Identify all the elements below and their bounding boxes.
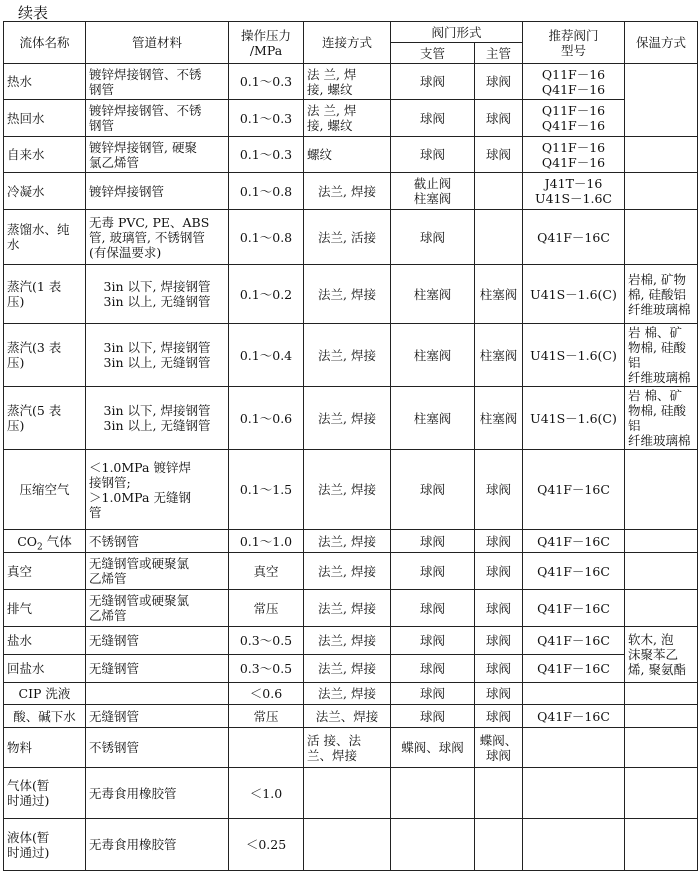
pressure-cell: 0.1～0.2 (229, 265, 304, 324)
material-cell (86, 683, 229, 705)
branch-valve-cell (391, 768, 475, 819)
insulation-cell (625, 530, 698, 553)
pressure-cell: 0.1～1.0 (229, 530, 304, 553)
material-cell: 镀锌焊接钢管 (86, 173, 229, 210)
branch-valve-cell: 球阀 (391, 100, 475, 137)
insulation-cell (625, 590, 698, 627)
branch-valve-cell: 球阀 (391, 705, 475, 728)
fluid-cell: 真空 (4, 553, 86, 590)
fluid-cell: 压缩空气 (4, 450, 86, 530)
insulation-cell (625, 768, 698, 819)
model-cell: Q41F－16C (523, 530, 625, 553)
fluid-cell: 热回水 (4, 100, 86, 137)
branch-valve-cell (391, 819, 475, 871)
connection-cell: 法兰, 活接 (304, 210, 391, 265)
fluid-co-subscript: 2 (37, 542, 43, 552)
table-row (4, 655, 698, 683)
main-valve-cell (475, 768, 523, 819)
main-valve-cell: 球阀 (475, 553, 523, 590)
model-cell: Q41F－16C (523, 210, 625, 265)
connection-cell: 法兰, 焊接 (304, 450, 391, 530)
header-material: 管道材料 (86, 22, 229, 64)
table-row (4, 590, 698, 627)
main-valve-cell: 柱塞阀 (475, 387, 523, 450)
material-cell: 无缝钢管 (86, 655, 229, 683)
model-cell: J41T－16 U41S－1.6C (523, 173, 625, 210)
connection-cell: 法 兰, 焊 接, 螺纹 (304, 100, 391, 137)
fluid-cell: 蒸汽(1 表 压) (4, 265, 86, 324)
pipe-spec-table (3, 21, 698, 871)
header-fluid: 流体名称 (4, 22, 86, 64)
main-valve-cell (475, 819, 523, 871)
main-valve-cell: 球阀 (475, 64, 523, 100)
model-cell: Q11F－16 Q41F－16 (523, 137, 625, 173)
fluid-cell: 蒸汽(3 表 压) (4, 324, 86, 387)
pressure-cell: 0.1～0.3 (229, 64, 304, 100)
material-cell: 不锈钢管 (86, 530, 229, 553)
table-row (4, 64, 698, 100)
fluid-cell: 排气 (4, 590, 86, 627)
fluid-cell: CIP 洗液 (4, 683, 86, 705)
pressure-cell: ＜1.0 (229, 768, 304, 819)
material-cell: 无缝钢管 (86, 705, 229, 728)
connection-cell: 法兰, 焊接 (304, 324, 391, 387)
material-cell: 镀锌焊接钢管、不锈 钢管 (86, 64, 229, 100)
fluid-co: CO (17, 533, 38, 549)
model-cell: Q41F－16C (523, 553, 625, 590)
fluid-cell: 蒸馏水、纯 水 (4, 210, 86, 265)
pressure-cell: 0.1～0.8 (229, 210, 304, 265)
header-model: 推荐阀门 型号 (523, 22, 625, 64)
insulation-cell (625, 450, 698, 530)
branch-valve-cell: 柱塞阀 (391, 387, 475, 450)
main-valve-cell: 球阀 (475, 627, 523, 655)
connection-cell: 法兰, 焊接 (304, 655, 391, 683)
pressure-cell: ＜0.6 (229, 683, 304, 705)
material-cell: 镀锌焊接钢管, 硬聚 氯乙烯管 (86, 137, 229, 173)
fluid-cell: 回盐水 (4, 655, 86, 683)
material-cell: ＜1.0MPa 镀锌焊 接钢管; ＞1.0MPa 无缝钢 管 (86, 450, 229, 530)
model-cell: Q11F－16 Q41F－16 (523, 64, 625, 100)
fluid-cell: 物料 (4, 728, 86, 768)
table-row (4, 819, 698, 871)
pressure-cell: 0.1～1.5 (229, 450, 304, 530)
header-valve-form: 阀门形式 (391, 22, 523, 43)
fluid-cell: 热水 (4, 64, 86, 100)
table-caption: 续表 (18, 4, 49, 22)
fluid-cell: 液体(暂 时通过) (4, 819, 86, 871)
branch-valve-cell: 蝶阀、球阀 (391, 728, 475, 768)
branch-valve-cell: 球阀 (391, 64, 475, 100)
table-row (4, 728, 698, 768)
fluid-cell: 冷凝水 (4, 173, 86, 210)
table-row (4, 683, 698, 705)
fluid-cell: 蒸汽(5 表 压) (4, 387, 86, 450)
table-row (4, 530, 698, 553)
header-main: 主管 (475, 43, 523, 64)
table-row (4, 137, 698, 173)
material-cell: 不锈钢管 (86, 728, 229, 768)
fluid-cell (4, 530, 86, 553)
connection-cell: 活 接、法 兰、焊接 (304, 728, 391, 768)
main-valve-cell: 球阀 (475, 683, 523, 705)
model-cell: Q41F－16C (523, 590, 625, 627)
connection-cell: 法兰, 焊接 (304, 590, 391, 627)
branch-valve-cell: 球阀 (391, 137, 475, 173)
main-valve-cell: 球阀 (475, 137, 523, 173)
model-cell (523, 683, 625, 705)
pressure-cell: 0.1～0.6 (229, 387, 304, 450)
pressure-cell: 常压 (229, 590, 304, 627)
fluid-cell: 盐水 (4, 627, 86, 655)
connection-cell: 法兰, 焊接 (304, 683, 391, 705)
table-row (4, 324, 698, 387)
model-cell: U41S－1.6(C) (523, 265, 625, 324)
main-valve-cell: 球阀 (475, 590, 523, 627)
connection-cell: 法兰, 焊接 (304, 530, 391, 553)
header-branch: 支管 (391, 43, 475, 64)
main-valve-cell: 蝶阀、 球阀 (475, 728, 523, 768)
main-valve-cell: 柱塞阀 (475, 265, 523, 324)
branch-valve-cell: 球阀 (391, 530, 475, 553)
insulation-cell (625, 210, 698, 265)
branch-valve-cell: 柱塞阀 (391, 324, 475, 387)
model-cell: U41S－1.6(C) (523, 324, 625, 387)
table-row (4, 627, 698, 655)
material-cell: 镀锌焊接钢管、不锈 钢管 (86, 100, 229, 137)
insulation-cell (625, 705, 698, 728)
connection-cell: 法兰, 焊接 (304, 553, 391, 590)
connection-cell: 螺纹 (304, 137, 391, 173)
table-row (4, 100, 698, 137)
insulation-cell (625, 683, 698, 705)
branch-valve-cell: 球阀 (391, 655, 475, 683)
pressure-cell: 0.1～0.3 (229, 137, 304, 173)
branch-valve-cell: 球阀 (391, 590, 475, 627)
material-cell: 3in 以下, 焊接钢管 3in 以上, 无缝钢管 (86, 265, 229, 324)
table-row (4, 705, 698, 728)
insulation-cell (625, 728, 698, 768)
pressure-cell: 0.3～0.5 (229, 655, 304, 683)
material-cell: 无毒食用橡胶管 (86, 768, 229, 819)
branch-valve-cell: 球阀 (391, 683, 475, 705)
insulation-cell: 岩 棉、矿 物棉, 硅酸铝 纤维玻璃棉 (625, 387, 698, 450)
model-cell (523, 819, 625, 871)
pressure-cell: ＜0.25 (229, 819, 304, 871)
header-connection: 连接方式 (304, 22, 391, 64)
fluid-cell: 自来水 (4, 137, 86, 173)
branch-valve-cell: 球阀 (391, 627, 475, 655)
material-cell: 无缝钢管或硬聚氯 乙烯管 (86, 590, 229, 627)
connection-cell: 法兰, 焊接 (304, 627, 391, 655)
material-cell: 无毒 PVC, PE、ABS 管, 玻璃管, 不锈钢管 (有保温要求) (86, 210, 229, 265)
insulation-cell (625, 137, 698, 173)
pressure-cell: 0.3～0.5 (229, 627, 304, 655)
model-cell: Q41F－16C (523, 627, 625, 655)
branch-valve-cell: 柱塞阀 (391, 265, 475, 324)
pressure-cell: 真空 (229, 553, 304, 590)
main-valve-cell: 球阀 (475, 655, 523, 683)
fluid-cell: 酸、碱下水 (4, 705, 86, 728)
model-cell (523, 768, 625, 819)
material-cell: 3in 以下, 焊接钢管 3in 以上, 无缝钢管 (86, 387, 229, 450)
table-row (4, 387, 698, 450)
insulation-cell (625, 173, 698, 210)
connection-cell: 法兰, 焊接 (304, 173, 391, 210)
table-row (4, 768, 698, 819)
pressure-cell: 0.1～0.3 (229, 100, 304, 137)
insulation-cell: 软木, 泡 沫聚苯乙 烯, 聚氨酯 (625, 627, 698, 683)
insulation-cell (625, 819, 698, 871)
connection-cell: 法 兰, 焊 接, 螺纹 (304, 64, 391, 100)
insulation-cell (625, 553, 698, 590)
pressure-cell: 0.1～0.8 (229, 173, 304, 210)
connection-cell: 法兰, 焊接 (304, 265, 391, 324)
model-cell: Q11F－16 Q41F－16 (523, 100, 625, 137)
material-cell: 无毒食用橡胶管 (86, 819, 229, 871)
main-valve-cell: 球阀 (475, 100, 523, 137)
material-cell: 无缝钢管 (86, 627, 229, 655)
table-row (4, 210, 698, 265)
header-pressure: 操作压力 /MPa (229, 22, 304, 64)
fluid-cell: 气体(暂 时通过) (4, 768, 86, 819)
connection-cell (304, 768, 391, 819)
connection-cell (304, 819, 391, 871)
material-cell: 3in 以下, 焊接钢管 3in 以上, 无缝钢管 (86, 324, 229, 387)
header-insulation: 保温方式 (625, 22, 698, 64)
main-valve-cell: 球阀 (475, 450, 523, 530)
main-valve-cell (475, 173, 523, 210)
connection-cell: 法兰、焊接 (304, 705, 391, 728)
branch-valve-cell: 球阀 (391, 450, 475, 530)
model-cell (523, 728, 625, 768)
table-row (4, 553, 698, 590)
insulation-cell: 岩 棉、矿 物棉, 硅酸铝 纤维玻璃棉 (625, 324, 698, 387)
model-cell: U41S－1.6(C) (523, 387, 625, 450)
fluid-gas-suffix: 气体 (42, 533, 72, 549)
insulation-cell (625, 64, 698, 137)
main-valve-cell: 球阀 (475, 530, 523, 553)
insulation-cell: 岩棉, 矿物 棉, 硅酸铝 纤维玻璃棉 (625, 265, 698, 324)
pressure-cell: 0.1～0.4 (229, 324, 304, 387)
model-cell: Q41F－16C (523, 450, 625, 530)
branch-valve-cell: 截止阀 柱塞阀 (391, 173, 475, 210)
main-valve-cell: 球阀 (475, 705, 523, 728)
pressure-cell (229, 728, 304, 768)
material-cell: 无缝钢管或硬聚氯 乙烯管 (86, 553, 229, 590)
main-valve-cell: 柱塞阀 (475, 324, 523, 387)
model-cell: Q41F－16C (523, 655, 625, 683)
main-valve-cell (475, 210, 523, 265)
connection-cell: 法兰, 焊接 (304, 387, 391, 450)
pressure-cell: 常压 (229, 705, 304, 728)
model-cell: Q41F－16C (523, 705, 625, 728)
branch-valve-cell: 球阀 (391, 553, 475, 590)
branch-valve-cell: 球阀 (391, 210, 475, 265)
table-row (4, 173, 698, 210)
table-row (4, 450, 698, 530)
table-row (4, 265, 698, 324)
